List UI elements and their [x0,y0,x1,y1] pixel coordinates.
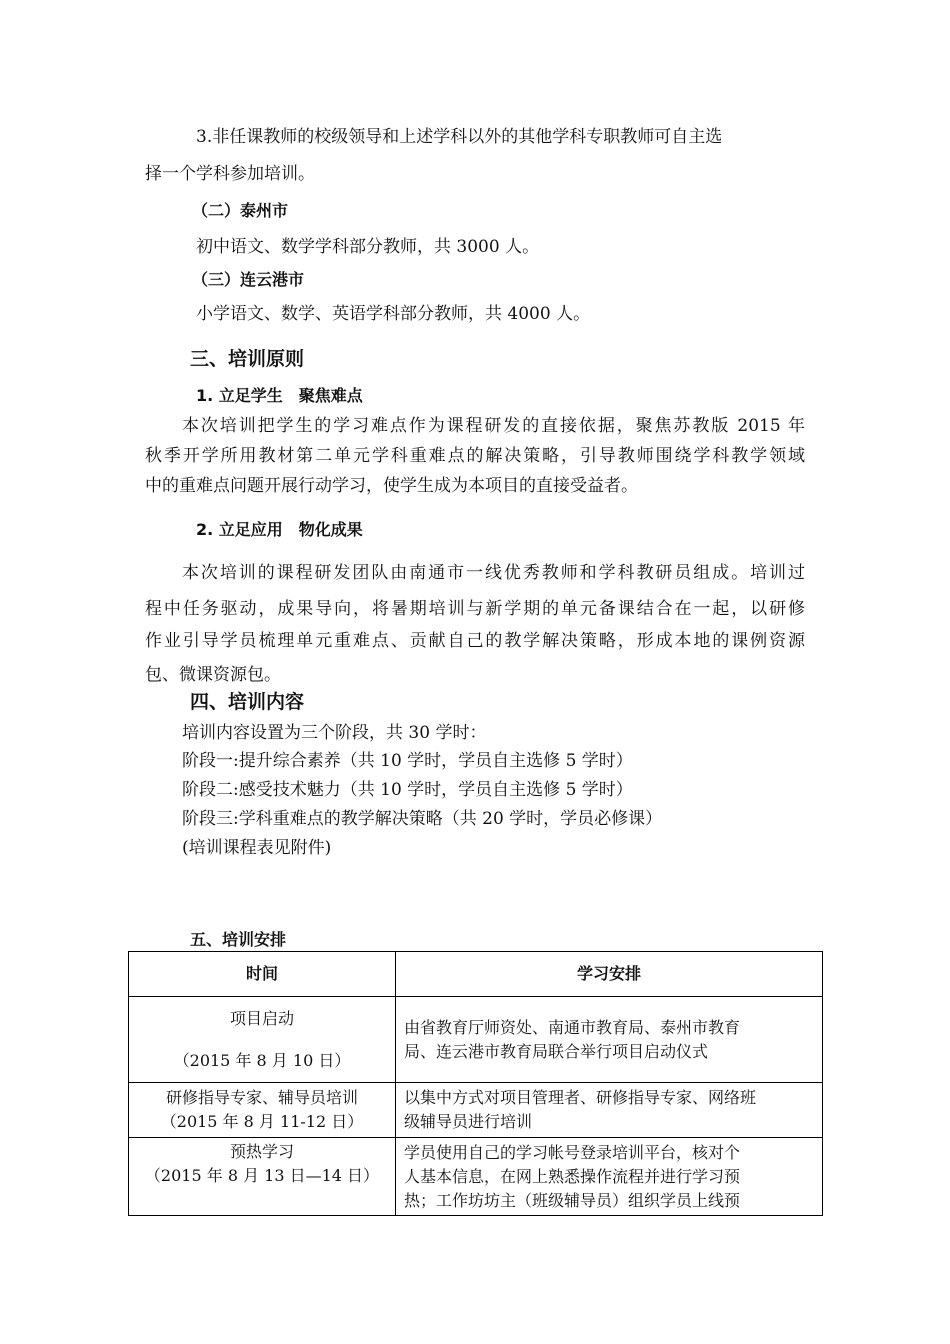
header-time: 时间 [129,952,396,997]
time-cell [129,1138,396,1216]
principle2-heading: 2. 立足应用 物化成果 [196,520,363,539]
principle1-line2: 秋季开学所用教材第二单元学科重难点的解决策略，引导教师围绕学科教学领域 [145,446,805,466]
taizhou-text: 初中语文、数学学科部分教师，共 3000 人。 [196,237,540,257]
time-date: （2015 年 8 月 10 日） [173,1050,351,1070]
arrangement-line: 热；工作坊坊主（班级辅导员）组织学员上线预 [404,1190,741,1210]
taizhou-heading: （二）泰州市 [192,201,289,220]
item3-line2: 择一个学科参加培训。 [145,164,315,184]
arrangement-line: 以集中方式对项目管理者、研修指导专家、网络班 [404,1088,757,1107]
table-row [129,1083,823,1138]
principle2-line4: 包、微课资源包。 [145,665,281,685]
table-row [129,1138,823,1216]
arrangement-line: 学员使用自己的学习帐号登录培训平台，核对个 [404,1142,741,1162]
time-cell [129,997,396,1083]
principle1-line1: 本次培训把学生的学习难点作为课程研发的直接依据，聚焦苏教版 2015 年 [182,416,805,436]
arrangement-cell [396,1083,823,1138]
time-cell [129,1083,396,1138]
time-date: （2015 年 8 月 13 日—14 日） [144,1166,380,1185]
principle1-line3: 中的重难点问题开展行动学习，使学生成为本项目的直接受益者。 [145,476,638,496]
time-label: 研修指导专家、辅导员培训 [165,1088,358,1107]
arrangement-line: 级辅导员进行培训 [404,1112,533,1131]
arrangement-line: 由省教育厅师资处、南通市教育局、泰州市教育 [404,1017,741,1037]
time-date: （2015 年 8 月 11-12 日） [160,1112,364,1131]
principle2-line2: 程中任务驱动，成果导向，将暑期培训与新学期的单元备课结合在一起，以研修 [145,599,805,619]
section5-heading: 五、培训安排 [190,930,287,949]
section4-heading: 四、培训内容 [190,691,305,713]
arrangement-cell [396,997,823,1083]
principle1-heading: 1. 立足学生 聚焦难点 [196,386,363,405]
time-label: 预热学习 [229,1142,294,1161]
table-header-row [129,952,823,997]
stage3: 阶段三:学科重难点的教学解决策略（共 20 学时，学员必修课） [182,809,663,829]
arrangement-cell [396,1138,823,1216]
arrangement-line: 人基本信息，在网上熟悉操作流程并进行学习预 [404,1166,741,1186]
arrangement-line: 局、连云港市教育局联合举行项目启动仪式 [404,1041,709,1061]
table-row [129,997,823,1083]
lianyungang-text: 小学语文、数学、英语学科部分教师，共 4000 人。 [196,304,591,324]
principle2-line1: 本次培训的课程研发团队由南通市一线优秀教师和学科教研员组成。培训过 [182,563,805,583]
time-label: 项目启动 [229,1008,294,1028]
section3-heading: 三、培训原则 [190,348,305,370]
principle2-line3: 作业引导学员梳理单元重难点、贡献自己的教学解决策略，形成本地的课例资源 [145,631,805,651]
header-arrangement: 学习安排 [396,952,823,997]
stage2: 阶段二:感受技术魅力（共 10 学时，学员自主选修 5 学时） [182,780,633,800]
lianyungang-heading: （三）连云港市 [192,270,305,289]
stage1: 阶段一:提升综合素养（共 10 学时，学员自主选修 5 学时） [182,751,633,771]
course-table-note: (培训课程表见附件) [182,838,332,858]
item3-line1: 3.非任课教师的校级领导和上述学科以外的其他学科专职教师可自主选 [196,127,723,147]
schedule-table [128,951,823,1216]
content-intro: 培训内容设置为三个阶段，共 30 学时： [182,723,487,743]
